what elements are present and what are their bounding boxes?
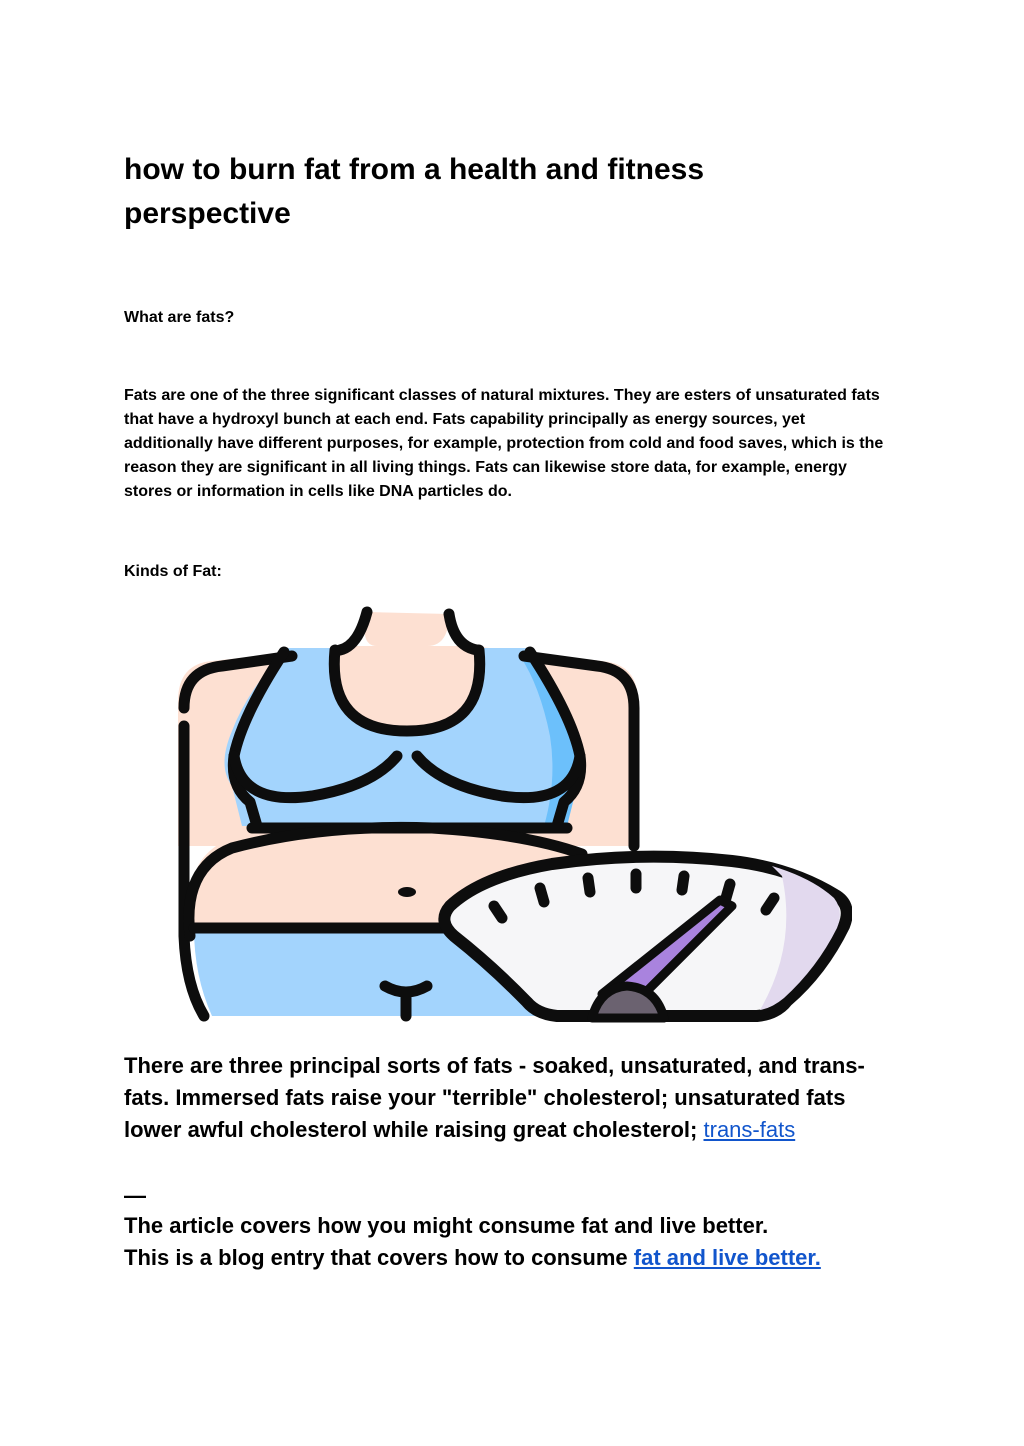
article-summary-paragraph	[124, 1210, 904, 1274]
neck-outline-right	[449, 614, 477, 650]
fat-types-paragraph	[124, 1050, 904, 1146]
document-title: how to burn fat from a health and fitness perspective	[124, 153, 705, 230]
section-heading-kinds-of-fat: Kinds of Fat:	[124, 563, 222, 580]
intro-paragraph: Fats are one of the three significant classes of natural mixtures. They are esters of unsaturated fats that have a hydroxyl bunch at each end. Fats capability principally as energy sources, yet additionally have different purposes, for example, protection from cold and food saves, which is the reason they are significant in all living things. Fats can likewise store data, for example, energy stores or information in cells like DNA particles do.	[124, 387, 884, 500]
neck-outline-left	[340, 612, 367, 650]
section-heading-what-are-fats: What are fats?	[124, 309, 235, 326]
belly-button	[398, 887, 416, 897]
trans-fats-link[interactable]: trans-fats	[703, 1117, 796, 1142]
fat-and-live-better-link[interactable]: fat and live better.	[633, 1245, 821, 1270]
blog-line: This is a blog entry that covers how to consume	[124, 1245, 628, 1270]
article-line: The article covers how you might consume fat and live better.	[124, 1213, 769, 1238]
fat-types-text: There are three principal sorts of fats - soaked, unsaturated, and trans-fats. Immersed fats raise your "terrible" cholesterol; unsaturated fats lower awful cholesterol while raising great cholesterol;	[124, 1053, 865, 1142]
skin-shoulders	[365, 612, 449, 646]
body-weight-scale-icon	[172, 606, 852, 1024]
separator-dash: —	[124, 1183, 146, 1208]
